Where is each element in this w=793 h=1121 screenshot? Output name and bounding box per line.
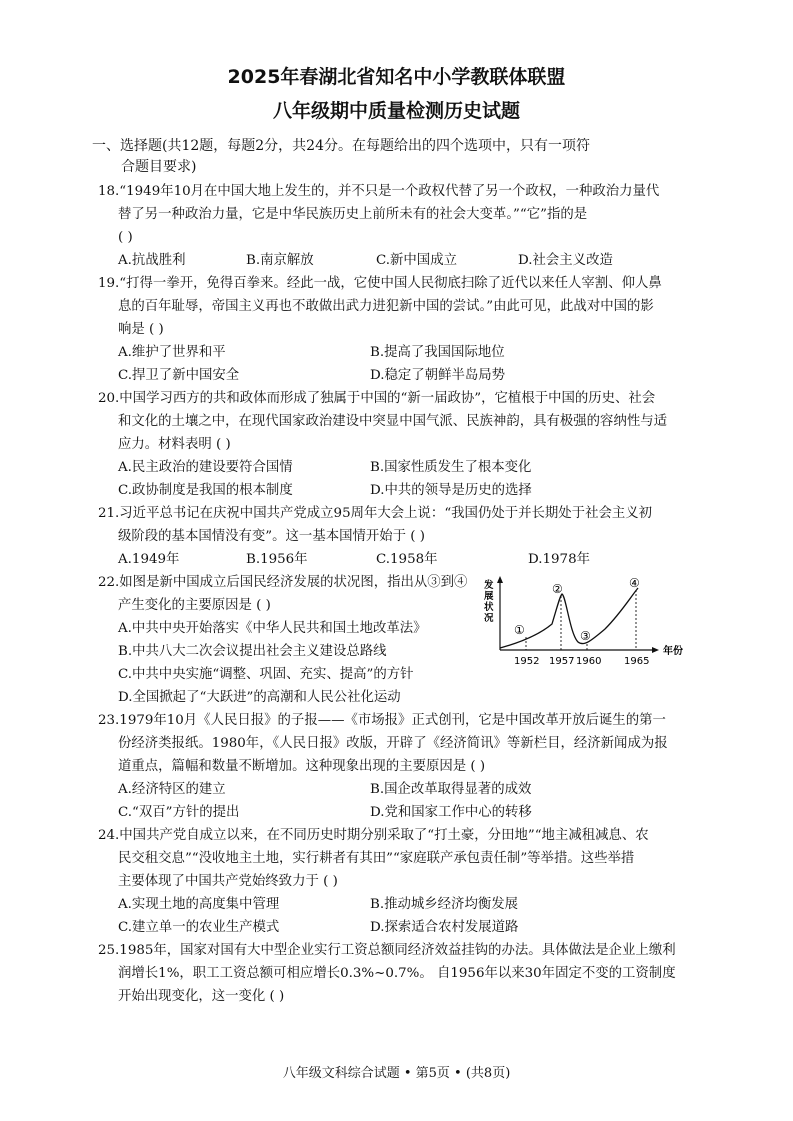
option-b[interactable]: B.推动城乡经济均衡发展	[370, 897, 519, 912]
question-text: 润增长1%，职工工资总额可相应增长0.3%~0.7%。 自1956年以来30年固定不变的工资制度	[118, 966, 676, 981]
answer-blank: ( )	[118, 230, 133, 245]
option-a[interactable]: A.实现土地的高度集中管理	[118, 897, 280, 912]
option-c[interactable]: C.捍卫了新中国安全	[118, 368, 240, 383]
question-text: 份经济类报纸。1980年，《人民日报》改版，开辟了《经济简讯》等新栏目，经济新闻成为报	[118, 736, 668, 751]
option-d[interactable]: D.党和国家工作中心的转移	[370, 805, 532, 820]
section-heading-cont: 合题目要求)	[121, 159, 197, 175]
question-text: 18.“1949年10月在中国大地上发生的，并不只是一个政权代替了另一个政权，一种政治力量代	[98, 184, 660, 199]
question-text: 替了另一种政治力量，它是中华民族历史上前所未有的社会大变革。”“它”指的是	[118, 207, 588, 222]
x-axis-label: 年份	[663, 646, 683, 657]
tick-label: 1957	[549, 656, 575, 667]
option-d[interactable]: D.全国掀起了“大跃进”的高潮和人民公社化运动	[118, 690, 401, 705]
option-b[interactable]: B.中共八大二次会议提出社会主义建设总路线	[118, 644, 387, 659]
marker-2: ②	[552, 582, 563, 596]
question-text: 开始出现变化，这一变化 ( )	[118, 989, 285, 1004]
option-d[interactable]: D.1978年	[528, 552, 590, 567]
question-text: 19.“打得一拳开，免得百拳来。经此一战，它使中国人民彻底扫除了近代以来任人宰割、仰人鼻	[98, 276, 662, 291]
question-text: 产生变化的主要原因是 ( )	[118, 598, 271, 613]
option-b[interactable]: B.提高了我国国际地位	[370, 345, 505, 360]
marker-4: ④	[629, 576, 640, 590]
question-text: 20.中国学习西方的共和政体而形成了独属于中国的“新一届政协”，它植根于中国的历史、社会	[98, 391, 656, 406]
exam-title-line1: 2025年春湖北省知名中小学教联体联盟	[227, 66, 566, 88]
option-b[interactable]: B.国企改革取得显著的成效	[370, 782, 532, 797]
y-axis-label: 发 展 状 况	[484, 580, 494, 624]
question-text: 23.1979年10月《人民日报》的子报——《市场报》正式创刊，它是中国改革开放后诞生的第一	[98, 713, 666, 728]
exam-title-line2: 八年级期中质量检测历史试题	[272, 100, 520, 122]
marker-1: ①	[514, 623, 525, 637]
option-c[interactable]: C.“双百”方针的提出	[118, 805, 240, 820]
marker-3: ③	[580, 629, 591, 643]
tick-label: 1952	[514, 656, 540, 667]
option-c[interactable]: C.新中国成立	[376, 253, 457, 268]
question-text: 息的百年耻辱，帝国主义再也不敢做出武力进犯新中国的尝试。”由此可见，此战对中国的影	[118, 299, 654, 314]
development-curve	[500, 588, 638, 648]
question-text: 24.中国共产党自成立以来，在不同历史时期分别采取了“打土豪，分田地”“地主减租减息、农	[98, 828, 649, 843]
question-text: 应力。材料表明 ( )	[118, 437, 231, 452]
question-text: 22.如图是新中国成立后国民经济发展的状况图，指出从③到④	[98, 575, 468, 590]
option-a[interactable]: A.民主政治的建设要符合国情	[118, 460, 293, 475]
tick-label: 1965	[624, 656, 650, 667]
option-c[interactable]: C.建立单一的农业生产模式	[118, 920, 280, 935]
y-axis-arrow	[497, 576, 503, 583]
option-a[interactable]: A.抗战胜利	[118, 253, 186, 268]
economic-development-diagram	[470, 574, 690, 674]
option-c[interactable]: C.中共中央实施“调整、巩固、充实、提高”的方针	[118, 667, 414, 682]
option-d[interactable]: D.社会主义改造	[518, 253, 613, 268]
option-d[interactable]: D.探索适合农村发展道路	[370, 920, 519, 935]
option-d[interactable]: D.稳定了朝鲜半岛局势	[370, 368, 506, 383]
option-b[interactable]: B.1956年	[246, 552, 308, 567]
question-text: 道重点，篇幅和数量不断增加。这种现象出现的主要原因是 ( )	[118, 759, 486, 774]
question-text: 级阶段的基本国情没有变”。这一基本国情开始于 ( )	[118, 529, 426, 544]
question-text: 21.习近平总书记在庆祝中国共产党成立95周年大会上说：“我国仍处于并长期处于社会主义初	[98, 506, 653, 521]
question-text: 和文化的土壤之中，在现代国家政治建设中突显中国气派、民族神韵，具有极强的容纳性与适	[118, 414, 668, 429]
tick-label: 1960	[576, 656, 602, 667]
page-footer: 八年级文科综合试题 • 第5页 • (共8页)	[282, 1066, 511, 1081]
section-heading: 一、选择题(共12题，每题2分，共24分。在每题给出的四个选项中，只有一项符	[92, 138, 590, 154]
question-text: 主要体现了中国共产党始终致力于 ( )	[118, 874, 338, 889]
option-a[interactable]: A.维护了世界和平	[118, 345, 226, 360]
question-text: 响是 ( )	[118, 322, 164, 337]
x-axis-arrow	[652, 647, 659, 653]
option-c[interactable]: C.政协制度是我国的根本制度	[118, 483, 293, 498]
option-d[interactable]: D.中共的领导是历史的选择	[370, 483, 532, 498]
question-text: 民交租交息”“没收地主土地，实行耕者有其田”“家庭联产承包责任制”等举措。这些举措	[118, 851, 635, 866]
option-b[interactable]: B.南京解放	[246, 253, 314, 268]
option-b[interactable]: B.国家性质发生了根本变化	[370, 460, 532, 475]
option-a[interactable]: A.1949年	[118, 552, 180, 567]
question-text: 25.1985年，国家对国有大中型企业实行工资总额同经济效益挂钩的办法。具体做法是企业上缴利	[98, 943, 676, 958]
option-a[interactable]: A.经济特区的建立	[118, 782, 226, 797]
option-a[interactable]: A.中共中央开始落实《中华人民共和国土地改革法》	[118, 621, 427, 636]
option-c[interactable]: C.1958年	[376, 552, 438, 567]
